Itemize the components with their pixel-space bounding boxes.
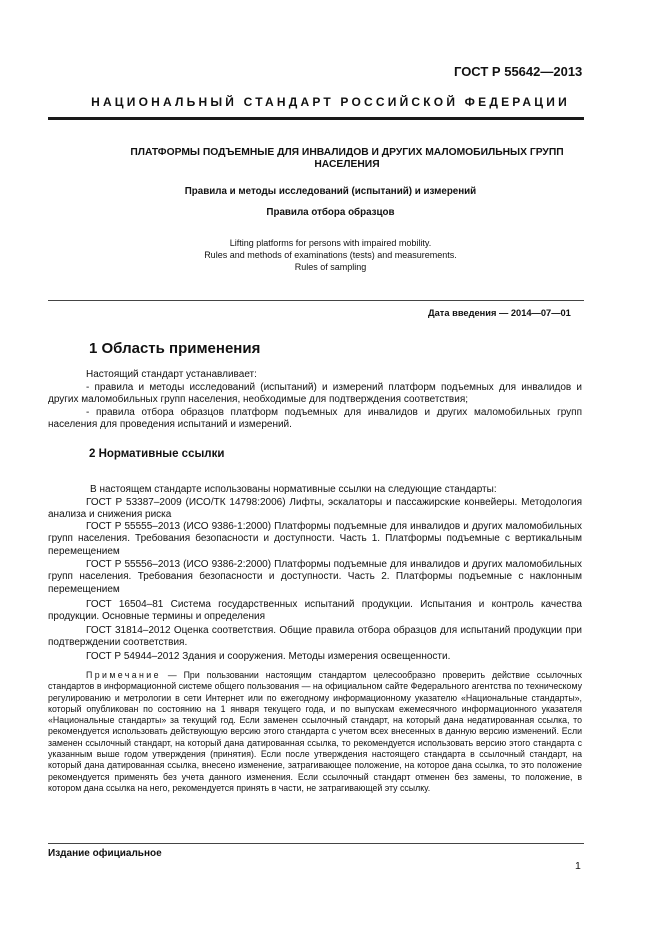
section-1-item-2: - правила отбора образцов платформ подъемных для инвалидов и других маломобильных групп населения для проведения испытаний и измерений. (48, 407, 582, 431)
document-number: ГОСТ Р 55642—2013 (454, 64, 583, 79)
document-title (90, 147, 604, 171)
title-divider (48, 300, 584, 301)
document-title-line1: ПЛАТФОРМЫ ПОДЪЕМНЫЕ ДЛЯ ИНВАЛИДОВ И ДРУГИХ МАЛОМОБИЛЬНЫХ ГРУПП (130, 147, 564, 158)
reference-4: ГОСТ 16504–81 Система государственных испытаний продукции. Испытания и контроль качества продукции. Основные термины и определения (48, 599, 582, 623)
header-divider (48, 117, 584, 120)
english-title-line1: Lifting platforms for persons with impaired mobility. (229, 238, 432, 248)
introduction-date: Дата введения — 2014—07—01 (428, 308, 571, 318)
reference-2: ГОСТ Р 55555–2013 (ИСО 9386-1:2000) Платформы подъемные для инвалидов и других маломобильных групп населения. Требования безопасности и доступности. Часть 1. Платформы подъемные с вертикальным перемещением (48, 521, 582, 557)
footer-divider (48, 843, 584, 844)
note-text: — При пользовании настоящим стандартом целесообразно проверить действие ссылочных стандартов в информационной системе общего пользования — на официальном сайте Федерального агентства по техническому регулированию и метрологии в сети Интернет или по ежегодному информационному указателю «Национальные стандарты», который опубликован по состоянию на 1 января текущего года, и по выпускам ежемесячного информационного указателя «Национальные стандарты» за текущий год. Если заменен ссылочный стандарт, на который дана недатированная ссылка, то рекомендуется использовать действующую версию этого стандарта с учетом всех внесенных в данную версию изменений. Если заменен ссылочный стандарт, на который дана датированная ссылка, то рекомендуется использовать версию этого стандарта с указанным выше годом утверждения (принятия). Если после утверждения настоящего стандарта в ссылочный стандарт, на который дана датированная ссылка, внесено изменение, затрагивающее положение, на которое дана ссылка, то это положение рекомендуется применять без учета данного изменения. Если ссылочный стандарт отменен без замены, то положение, в котором дана ссылка на него, рекомендуется принять в части, не затрагивающей эту ссылку. (48, 670, 582, 793)
english-title (0, 237, 661, 274)
english-title-line3: Rules of sampling (294, 262, 367, 273)
document-subtitle-2: Правила отбора образцов (266, 207, 395, 218)
section-1-item-1: - правила и методы исследований (испытаний) и измерений платформ подъемных для инвалидов и других маломобильных групп населения, необходимые для подтверждения соответствия; (48, 382, 582, 406)
note-block (48, 670, 582, 794)
reference-5: ГОСТ 31814–2012 Оценка соответствия. Общие правила отбора образцов для испытаний продукции при подтверждении соответствия. (48, 625, 582, 649)
section-1-heading: 1 Область применения (89, 340, 261, 357)
section-2-lead: В настоящем стандарте использованы нормативные ссылки на следующие стандарты: (90, 484, 497, 495)
reference-6: ГОСТ Р 54944–2012 Здания и сооружения. Методы измерения освещенности. (86, 651, 451, 662)
document-subtitle-1: Правила и методы исследований (испытаний) и измерений (184, 186, 477, 197)
official-edition-label: Издание официальное (48, 848, 162, 859)
national-standard-heading: НАЦИОНАЛЬНЫЙ СТАНДАРТ РОССИЙСКОЙ ФЕДЕРАЦИИ (91, 95, 570, 109)
reference-1: ГОСТ Р 53387–2009 (ИСО/ТК 14798:2006) Лифты, эскалаторы и пассажирские конвейеры. Методология анализа и снижения риска (48, 497, 582, 521)
english-title-line2: Rules and methods of examinations (tests) and measurements. (204, 250, 457, 261)
document-title-line2: НАСЕЛЕНИЯ (314, 159, 380, 170)
reference-3: ГОСТ Р 55556–2013 (ИСО 9386-2:2000) Платформы подъемные для инвалидов и других маломобильных групп населения. Требования безопасности и доступности. Часть 2. Платформы подъемные с наклонным перемещением (48, 559, 582, 595)
section-1-lead: Настоящий стандарт устанавливает: (86, 369, 257, 380)
note-label: Примечание (86, 670, 161, 680)
page-number: 1 (575, 860, 581, 872)
section-2-heading: 2 Нормативные ссылки (89, 448, 225, 460)
